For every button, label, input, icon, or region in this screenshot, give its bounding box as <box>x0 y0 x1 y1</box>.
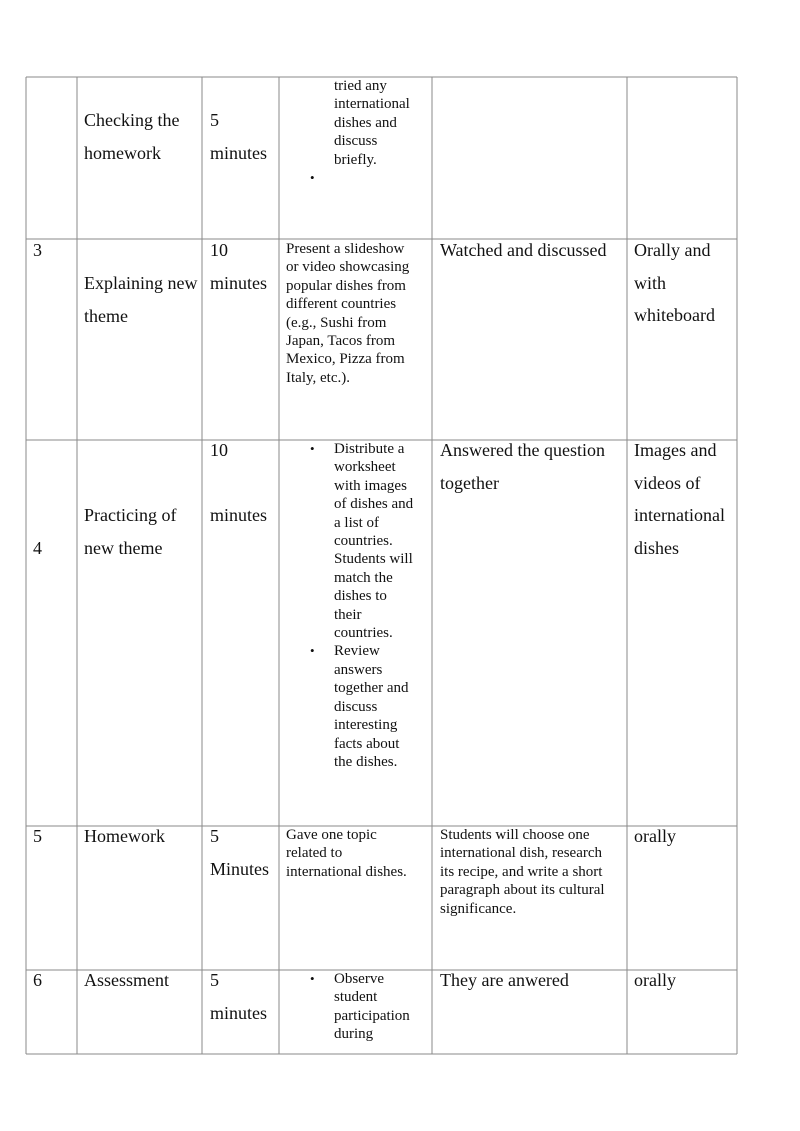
row4-time-number: 10 <box>210 440 228 460</box>
bullet-line: dishes to <box>334 588 387 605</box>
activity-line: related to <box>286 845 343 862</box>
activity-line: briefly. <box>334 151 377 168</box>
bullet-line: answers <box>334 661 383 678</box>
activity-line: or video showcasing <box>286 259 410 276</box>
bullet-line: facts about <box>334 735 400 752</box>
row5-resources: orally <box>634 826 676 846</box>
activity-line: popular dishes from <box>286 277 406 294</box>
row5-activity <box>286 826 431 881</box>
bullet-line: the dishes. <box>334 753 398 770</box>
bullet-line: during <box>334 1026 374 1043</box>
bullet-line: together and <box>334 680 409 697</box>
row3-resources: Orally and with whiteboard <box>634 240 715 325</box>
bullet-line: discuss <box>334 698 378 715</box>
row3-number: 3 <box>33 240 42 260</box>
activity-line: Japan, Tacos from <box>286 333 396 350</box>
student-line: international dish, research <box>440 845 603 862</box>
row4-resources: Images and videos of international dishes <box>634 440 725 558</box>
activity-line: different countries <box>286 296 397 313</box>
student-line: significance. <box>440 900 517 917</box>
row5-time: 5 Minutes <box>210 826 270 879</box>
bullet-line: a list of <box>334 514 379 531</box>
bullet-line: student <box>334 989 378 1006</box>
bullet-line: of dishes and <box>334 496 414 513</box>
row3-activity <box>286 240 431 387</box>
row6-number: 6 <box>33 970 42 990</box>
activity-line: tried any <box>334 78 387 94</box>
bullet-line: match the <box>334 569 393 586</box>
row4-student-activity: Answered the question together <box>440 440 605 493</box>
activity-line: Gave one topic <box>286 827 377 843</box>
bullet-item <box>286 642 431 771</box>
activity-line: Present a slideshow <box>286 241 405 257</box>
student-line: its recipe, and write a short <box>440 863 603 880</box>
bullet-line: • Review <box>334 643 380 660</box>
row4-stage: Practicing of new theme <box>84 505 177 558</box>
activity-line: international <box>334 96 410 113</box>
activity-line: discuss <box>334 133 378 150</box>
bullet-line: • Distribute a <box>334 441 405 457</box>
bullet-item <box>286 970 431 1044</box>
row1-time: 5 minutes <box>210 110 267 163</box>
empty-bullet <box>286 169 430 187</box>
activity-line: Mexico, Pizza from <box>286 351 405 368</box>
bullet-line: countries. <box>334 533 393 550</box>
activity-line: international dishes. <box>286 863 407 880</box>
row6-activity <box>286 970 431 1044</box>
bullet-line: Students will <box>334 551 413 568</box>
bullet-line: with images <box>334 477 407 494</box>
row6-student-activity: They are anwered <box>440 970 569 990</box>
student-line: paragraph about its cultural <box>440 882 605 899</box>
bullet-line: worksheet <box>334 459 396 476</box>
bullet-line: countries. <box>334 625 393 642</box>
row4-time-unit: minutes <box>210 505 267 525</box>
activity-line: dishes and <box>334 114 397 131</box>
row4-number: 4 <box>33 538 42 558</box>
row1-stage: Checking the homework <box>84 110 180 163</box>
bullet-line: participation <box>334 1007 410 1024</box>
row3-time: 10 minutes <box>210 240 267 293</box>
student-line: Students will choose one <box>440 827 590 843</box>
row6-stage: Assessment <box>84 970 169 990</box>
bullet-line: their <box>334 606 362 623</box>
activity-line: Italy, etc.). <box>286 369 350 386</box>
row6-time: 5 minutes <box>210 970 267 1023</box>
bullet-line: interesting <box>334 717 398 734</box>
row3-student-activity: Watched and discussed <box>440 240 607 260</box>
row4-activity <box>286 440 431 771</box>
row3-stage: Explaining new theme <box>84 273 198 326</box>
row1-activity <box>286 77 430 237</box>
bullet-line: • Observe <box>334 971 384 987</box>
row5-student-activity <box>440 826 626 918</box>
bullet-item <box>286 440 431 642</box>
row5-stage: Homework <box>84 826 165 846</box>
row6-resources: orally <box>634 970 676 990</box>
row5-number: 5 <box>33 826 42 846</box>
activity-line: (e.g., Sushi from <box>286 314 387 331</box>
